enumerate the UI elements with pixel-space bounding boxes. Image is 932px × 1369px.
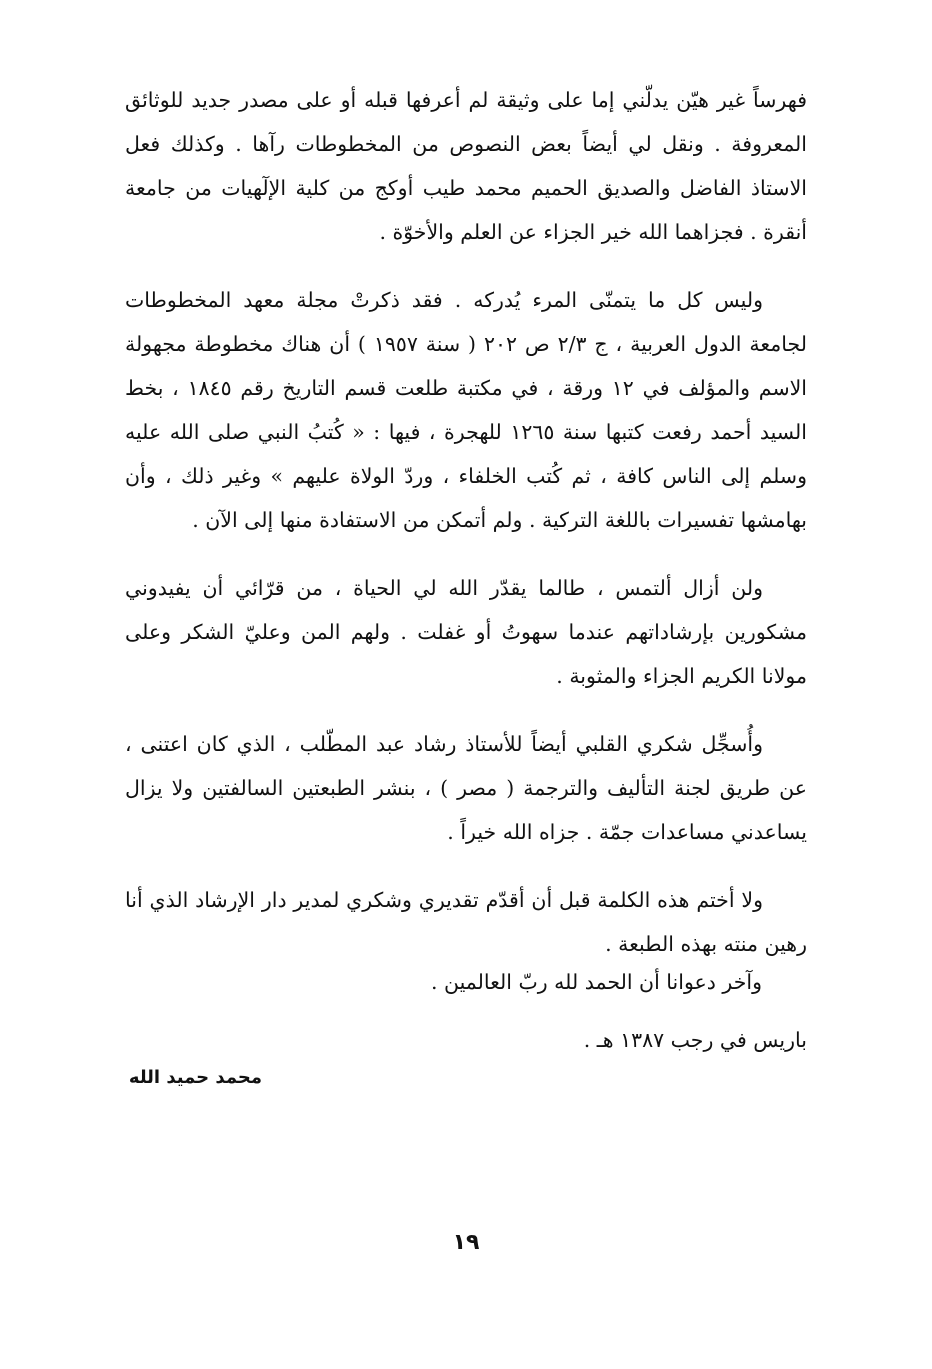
paragraph-1: فهرساً غير هيّن يدلّني إما على وثيقة لم أعرفها قبله أو على مصدر جديد للوثائق المعروفة . ونقل لي أيضاً بعض النصوص من المخطوطات رآها . وكذلك فعل الاستاذ الفاضل والصديق الحميم محمد طيب أوكج من كلية الإلٓهيات من جامعة أنقرة . فجزاهما الله خير الجزاء عن العلم والأخوّة .	[125, 88, 807, 244]
closing-line: وآخر دعوانا أن الحمد لله ربّ العالمين .	[430, 970, 762, 994]
place-date: باريس في رجب ١٣٨٧ هـ .	[583, 1028, 807, 1052]
author-signature: محمد حميد الله	[128, 1067, 262, 1088]
paragraph-5: ولا أختم هذه الكلمة قبل أن أقدّم تقديري وشكري لمدير دار الإرشاد الذي أنا رهين منته بهذه الطبعة .	[125, 888, 807, 956]
page-number: ١٩	[452, 1230, 480, 1255]
main-text	[125, 78, 807, 966]
paragraph-3: ولن أزال ألتمس ، طالما يقدّر الله لي الحياة ، من قرّائي أن يفيدوني مشكورين بإرشاداتهم عندما سهوتُ أو غفلت . ولهم المن وعليّ الشكر وعلى مولانا الكريم الجزاء والمثوبة .	[125, 576, 807, 688]
paragraph-2: وليس كل ما يتمنّى المرء يُدركه . فقد ذكرتْ مجلة معهد المخطوطات لجامعة الدول العربية ، ج ٢/٣ ص ٢٠٢ ( سنة ١٩٥٧ ) أن هناك مخطوطة مجهولة الاسم والمؤلف في ١٢ ورقة ، في مكتبة طلعت قسم التاريخ رقم ١٨٤٥ ، بخط السيد أحمد رفعت كتبها سنة ١٢٦٥ للهجرة ، فيها : « كُتبُ النبي صلى الله عليه وسلم إلى الناس كافة ، ثم كُتب الخلفاء ، وردّ الولاة عليهم » وغير ذلك ، وأن بهامشها تفسيرات باللغة التركية . ولم أتمكن من الاستفادة منها إلى الآن .	[125, 288, 808, 532]
paragraph-4: وأُسجِّل شكري القلبي أيضاً للأستاذ رشاد عبد المطّلب ، الذي كان اعتنى ، عن طريق لجنة التأليف والترجمة ( مصر ) ، بنشر الطبعتين السالفتين ولا يزال يساعدني مساعدات جمّة . جزاه الله خيراً .	[125, 732, 807, 844]
